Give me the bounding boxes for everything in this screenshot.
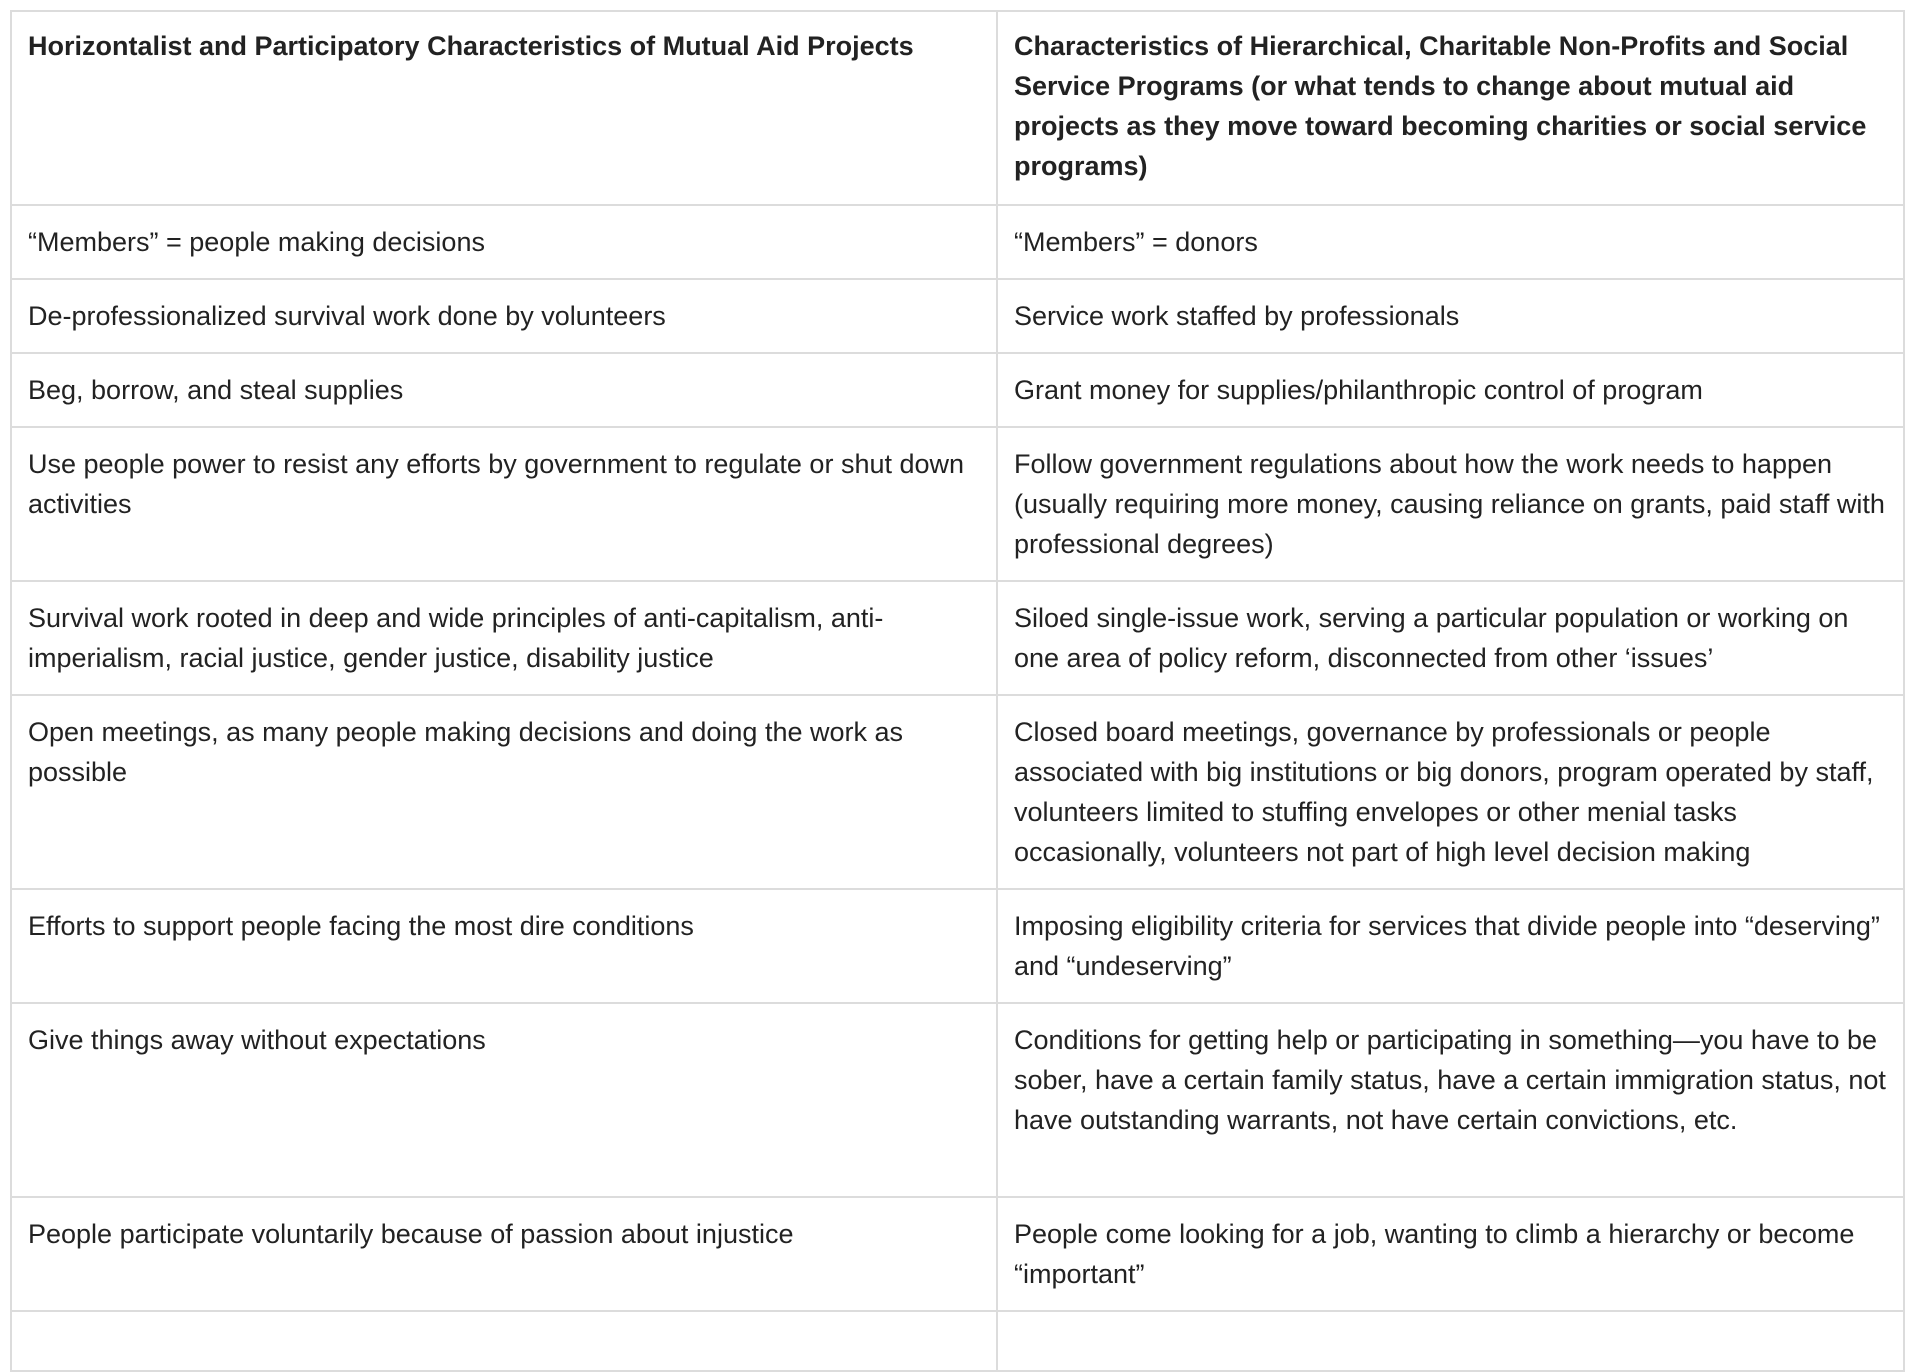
non-profit-cell: Closed board meetings, governance by professionals or people associated with big institutions or big donors, program operated by staff, volunteers limited to stuffing envelopes or other menial tasks occasionally, volunteers not part of high level decision making (997, 695, 1904, 889)
header-non-profit: Characteristics of Hierarchical, Charitable Non-Profits and Social Service Programs (or what tends to change about mutual aid projects as they move toward becoming charities or social service programs) (997, 11, 1904, 205)
mutual-aid-cell-empty (11, 1311, 997, 1371)
table-row-partial (11, 1311, 1904, 1371)
table-row (11, 205, 1904, 279)
table-row (11, 889, 1904, 1003)
table-row (11, 353, 1904, 427)
table-row (11, 1197, 1904, 1311)
table-header-row (11, 11, 1904, 205)
non-profit-cell: Imposing eligibility criteria for services that divide people into “deserving” and “undeserving” (997, 889, 1904, 1003)
mutual-aid-cell: Survival work rooted in deep and wide principles of anti-capitalism, anti-imperialism, racial justice, gender justice, disability justice (11, 581, 997, 695)
mutual-aid-cell: “Members” = people making decisions (11, 205, 997, 279)
mutual-aid-cell: Beg, borrow, and steal supplies (11, 353, 997, 427)
mutual-aid-cell: Efforts to support people facing the most dire conditions (11, 889, 997, 1003)
mutual-aid-cell: People participate voluntarily because of passion about injustice (11, 1197, 997, 1311)
non-profit-cell: Grant money for supplies/philanthropic control of program (997, 353, 1904, 427)
non-profit-cell: Conditions for getting help or participating in something—you have to be sober, have a certain family status, have a certain immigration status, not have outstanding warrants, not have certain convictions, etc. (997, 1003, 1904, 1197)
table-row (11, 1003, 1904, 1197)
table-row (11, 581, 1904, 695)
non-profit-cell: Follow government regulations about how the work needs to happen (usually requiring more money, causing reliance on grants, paid staff with professional degrees) (997, 427, 1904, 581)
comparison-table (10, 10, 1905, 1372)
table-row (11, 279, 1904, 353)
non-profit-cell: Siloed single-issue work, serving a particular population or working on one area of policy reform, disconnected from other ‘issues’ (997, 581, 1904, 695)
mutual-aid-cell: Give things away without expectations (11, 1003, 997, 1197)
non-profit-cell: “Members” = donors (997, 205, 1904, 279)
non-profit-cell: People come looking for a job, wanting to climb a hierarchy or become “important” (997, 1197, 1904, 1311)
table-row (11, 427, 1904, 581)
mutual-aid-cell: Use people power to resist any efforts by government to regulate or shut down activities (11, 427, 997, 581)
mutual-aid-cell: De-professionalized survival work done by volunteers (11, 279, 997, 353)
non-profit-cell: Service work staffed by professionals (997, 279, 1904, 353)
non-profit-cell-empty (997, 1311, 1904, 1371)
table-row (11, 695, 1904, 889)
header-mutual-aid: Horizontalist and Participatory Characteristics of Mutual Aid Projects (11, 11, 997, 205)
mutual-aid-cell: Open meetings, as many people making decisions and doing the work as possible (11, 695, 997, 889)
